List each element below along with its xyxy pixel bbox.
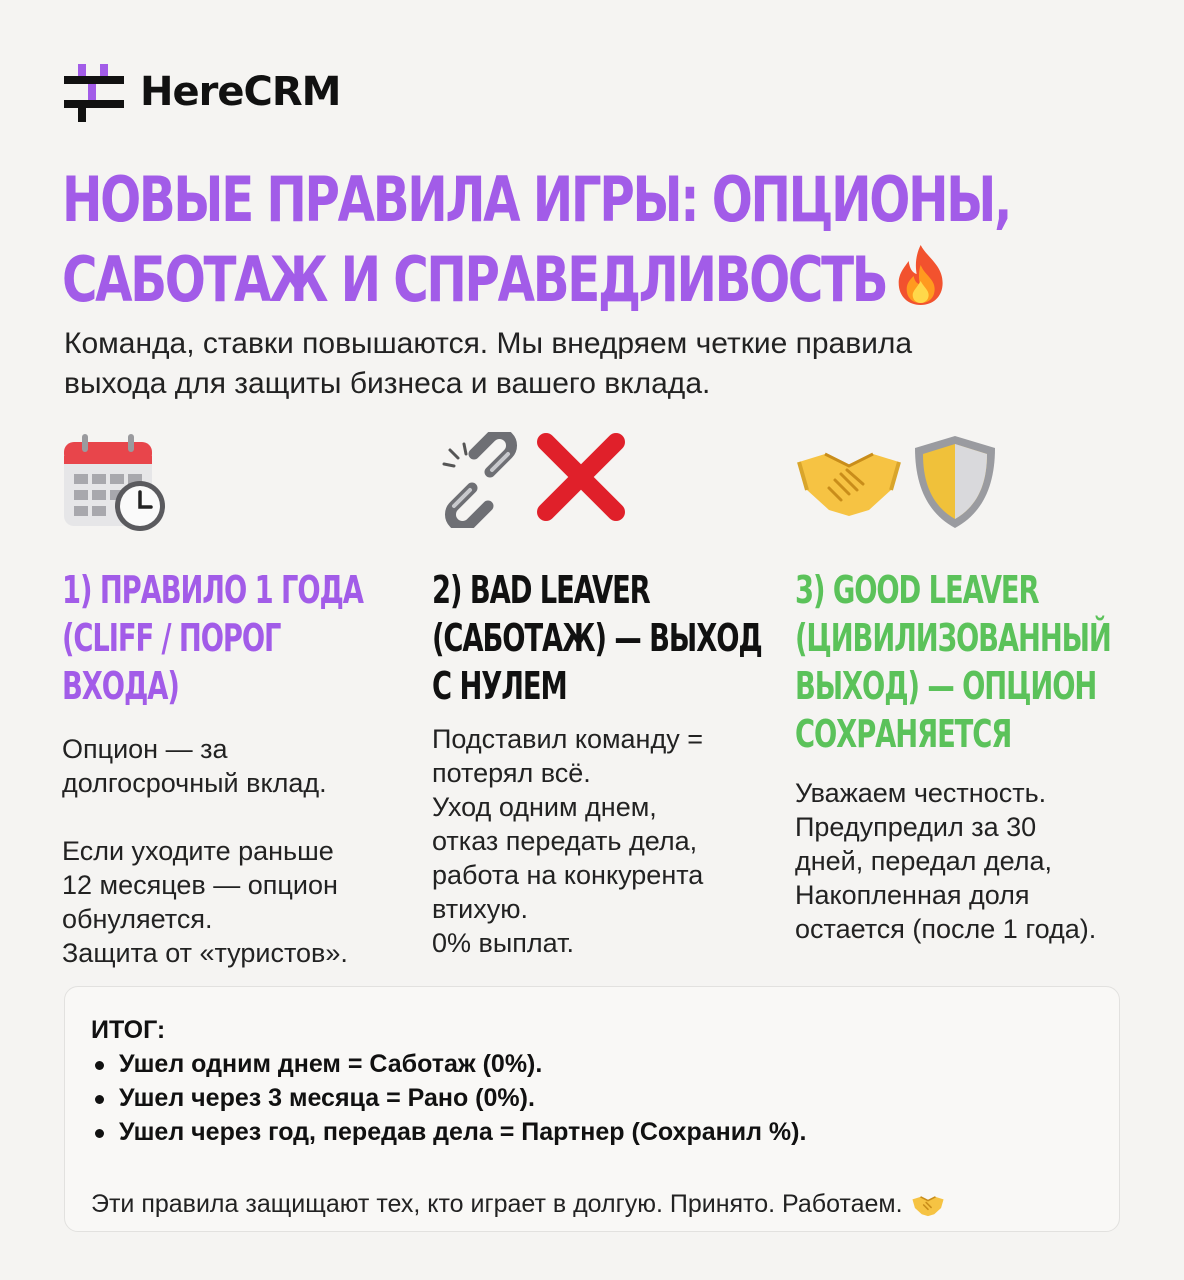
text-line: обнуляется.	[62, 904, 213, 934]
rule-3-title-line-1: 3) GOOD LEAVER	[795, 568, 1039, 612]
rule-column-3	[795, 432, 1135, 946]
summary-list	[91, 1047, 1093, 1149]
rule-3-title-line-4: СОХРАНЯЕТСЯ	[795, 712, 1012, 756]
rule-3-title	[795, 566, 1133, 758]
summary-footer	[91, 1187, 1093, 1221]
rule-3-body	[795, 776, 1135, 946]
rule-3-paragraph-1	[795, 776, 1135, 946]
headline-line-2-text: САБОТАЖ И СПРАВЕДЛИВОСТЬ	[62, 243, 887, 316]
text-line: потерял всё.	[432, 758, 591, 788]
text-line: Подставил команду =	[432, 724, 703, 754]
broken-chain-icon	[432, 432, 530, 528]
brand-name: HereCRM	[140, 69, 341, 115]
rule-1-title	[62, 566, 400, 710]
calendar-icon	[62, 432, 168, 532]
summary-item: Ушел через год, передав дела = Партнер (Сохранил %).	[91, 1115, 1093, 1149]
brand	[64, 60, 340, 124]
rule-2-title-line-3: С НУЛЕМ	[432, 664, 567, 708]
summary-item: Ушел через 3 месяца = Рано (0%).	[91, 1081, 1093, 1115]
rule-column-2	[432, 432, 772, 960]
rule-2-title-line-1: 2) BAD LEAVER	[432, 568, 650, 612]
text-line: Уход одним днем,	[432, 792, 657, 822]
summary-title: ИТОГ:	[91, 1016, 166, 1044]
rule-2-title-line-2: (САБОТАЖ) — ВЫХОД	[432, 616, 762, 660]
herecrm-logo-icon	[64, 60, 124, 124]
rule-3-title-line-3: ВЫХОД) — ОПЦИОН	[795, 664, 1097, 708]
text-line: дней, передал дела,	[795, 846, 1053, 876]
text-line: 12 месяцев — опцион	[62, 870, 338, 900]
text-line: остается (после 1 года).	[795, 914, 1097, 944]
rule-3-icons	[795, 432, 1135, 540]
summary-item: Ушел одним днем = Саботаж (0%).	[91, 1047, 1093, 1081]
rule-1-title-line-1: 1) ПРАВИЛО 1 ГОДА	[62, 568, 363, 612]
text-line: Опцион — за	[62, 734, 228, 764]
text-line: Накопленная доля	[795, 880, 1030, 910]
rule-2-paragraph-1	[432, 722, 772, 960]
fire-icon	[892, 243, 948, 307]
text-line: втихую.	[432, 894, 528, 924]
handshake-icon	[911, 1190, 945, 1218]
rule-1-paragraph-1	[62, 732, 392, 800]
subtitle	[64, 324, 1064, 404]
headline-line-2	[62, 240, 904, 320]
text-line: Уважаем честность.	[795, 778, 1047, 808]
text-line: Предупредил за 30	[795, 812, 1037, 842]
headline	[62, 160, 1011, 320]
handshake-icon	[795, 432, 903, 522]
rule-column-1	[62, 432, 392, 970]
text-line: долгосрочный вклад.	[62, 768, 327, 798]
text-line: Защита от «туристов».	[62, 938, 348, 968]
shield-icon	[909, 432, 1001, 532]
subtitle-line-1: Команда, ставки повышаются. Мы внедряем четкие правила	[64, 327, 913, 360]
rule-3-title-line-2: (ЦИВИЛИЗОВАННЫЙ	[795, 616, 1111, 660]
headline-line-1: НОВЫЕ ПРАВИЛА ИГРЫ: ОПЦИОНЫ,	[62, 163, 1011, 236]
subtitle-line-2: выхода для защиты бизнеса и вашего вклада.	[64, 367, 711, 400]
summary-card	[64, 986, 1120, 1232]
rule-2-icons	[432, 432, 772, 540]
rule-1-paragraph-2	[62, 834, 392, 970]
rule-1-icons	[62, 432, 392, 540]
text-line: Если уходите раньше	[62, 836, 334, 866]
cross-mark-icon	[536, 432, 626, 522]
rule-2-body	[432, 722, 772, 960]
text-line: отказ передать дела,	[432, 826, 698, 856]
text-line: 0% выплат.	[432, 928, 574, 958]
rule-1-title-line-2: (CLIFF / ПОРОГ ВХОДА)	[62, 616, 281, 708]
text-line: работа на конкурента	[432, 860, 704, 890]
rule-2-title	[432, 566, 770, 710]
summary-footer-text: Эти правила защищают тех, кто играет в долгую. Принято. Работаем.	[91, 1190, 903, 1218]
rule-1-body	[62, 732, 392, 970]
